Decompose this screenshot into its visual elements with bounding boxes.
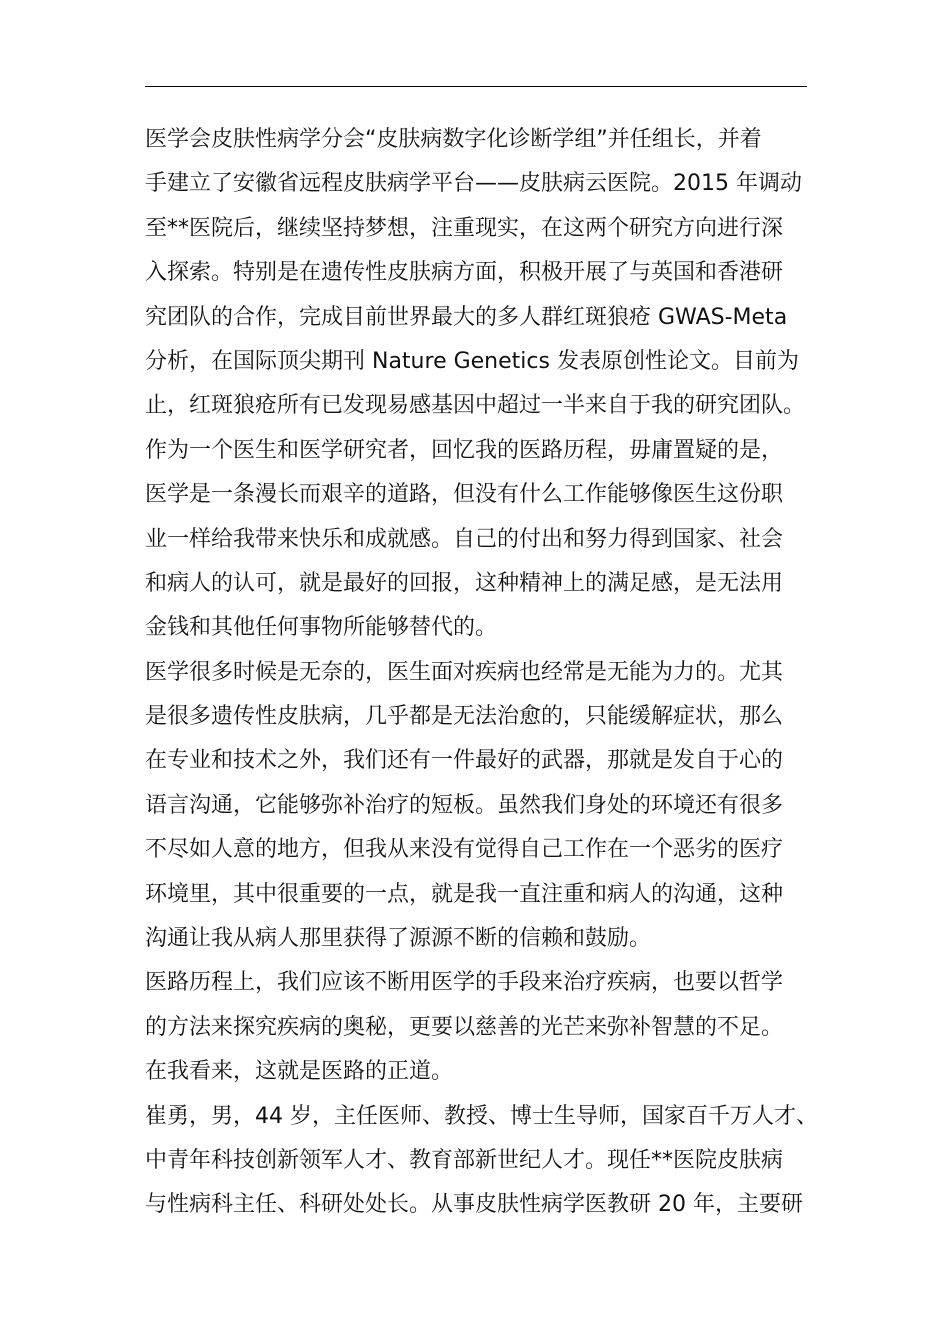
text-line: 沟通让我从病人那里获得了源源不断的信赖和鼓励。 xyxy=(145,926,652,952)
text-line: 在我看来，这就是医路的正道。 xyxy=(145,1059,454,1085)
text-line: 业一样给我带来快乐和成就感。自己的付出和努力得到国家、社会 xyxy=(145,526,784,552)
text-line: 医路历程上，我们应该不断用医学的手段来治疗疾病，也要以哲学 xyxy=(145,970,784,996)
text-line: 究团队的合作，完成目前世界最大的多人群红斑狼疮 GWAS-Meta xyxy=(145,304,788,330)
text-line: 不尽如人意的地方，但我从来没有觉得自己工作在一个恶劣的医疗 xyxy=(145,837,784,863)
text-line: 入探索。特别是在遗传性皮肤病方面，积极开展了与英国和香港研 xyxy=(145,260,784,286)
text-line: 是很多遗传性皮肤病，几乎都是无法治愈的，只能缓解症状，那么 xyxy=(145,704,784,730)
text-line: 的方法来探究疾病的奥秘，更要以慈善的光芒来弥补智慧的不足。 xyxy=(145,1014,784,1040)
text-line: 和病人的认可，就是最好的回报，这种精神上的满足感，是无法用 xyxy=(145,570,784,596)
text-line: 分析，在国际顶尖期刊 Nature Genetics 发表原创性论文。目前为 xyxy=(145,348,799,374)
text-line: 医学会皮肤性病学分会“皮肤病数字化诊断学组”并任组长，并着 xyxy=(145,127,762,152)
text-line: 作为一个医生和医学研究者，回忆我的医路历程，毋庸置疑的是， xyxy=(145,437,784,463)
text-line: 医学很多时候是无奈的，医生面对疾病也经常是无能为力的。尤其 xyxy=(145,659,784,685)
text-line: 手建立了安徽省远程皮肤病学平台——皮肤病云医院。2015 年调动 xyxy=(145,171,802,197)
text-line: 中青年科技创新领军人才、教育部新世纪人才。现任**医院皮肤病 xyxy=(145,1147,784,1173)
text-line: 崔勇，男，44 岁，主任医师、教授、博士生导师，国家百千万人才、 xyxy=(145,1103,818,1129)
text-line: 环境里，其中很重要的一点，就是我一直注重和病人的沟通，这种 xyxy=(145,881,784,907)
text-line: 金钱和其他任何事物所能够替代的。 xyxy=(145,615,498,641)
body-text xyxy=(145,118,825,1228)
text-line: 在专业和技术之外，我们还有一件最好的武器，那就是发自于心的 xyxy=(145,748,784,774)
text-line: 至**医院后，继续坚持梦想，注重现实，在这两个研究方向进行深 xyxy=(145,215,784,241)
header-rule xyxy=(145,86,807,87)
text-line: 医学是一条漫长而艰辛的道路，但没有什么工作能够像医生这份职 xyxy=(145,482,784,508)
text-line: 与性病科主任、科研处处长。从事皮肤性病学医教研 20 年，主要研 xyxy=(145,1192,803,1218)
text-line: 止，红斑狼疮所有已发现易感基因中超过一半来自于我的研究团队。 xyxy=(145,393,806,419)
text-line: 语言沟通，它能够弥补治疗的短板。虽然我们身处的环境还有很多 xyxy=(145,792,784,818)
